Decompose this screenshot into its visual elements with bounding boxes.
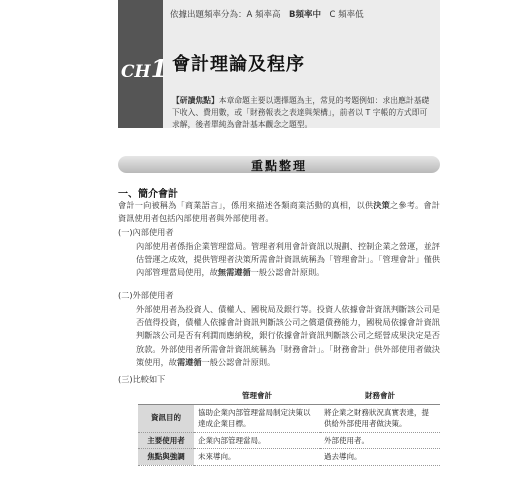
external-text-1: 外部使用者為投資人、債權人、國稅局及銀行等。投資人依據會計資訊判斷該公司是否值得投資，債權人依據會計資訊判斷該公司之償還債務能力，國稅局依據會計資訊判斷該公司是否有利潤而應納稅，銀行依據會計資訊判斷該公司之經營成果決定是否放款。外部使用者所需會計資訊統稱為「財務會計」。「財務會計」供外部使用者做決策使用，故 [136, 304, 440, 367]
subheading-internal: (一)內部使用者 [118, 227, 174, 237]
external-emphasis: 需遵循 [176, 356, 202, 367]
external-users-paragraph [136, 303, 440, 369]
section-banner-label: 重點整理 [250, 159, 307, 173]
table-row-header: 資訊目的 [138, 404, 194, 432]
frequency-part-c: C 頻率低 [321, 10, 364, 20]
chapter-prefix: CH [121, 62, 151, 82]
reading-focus-text: 本章命題主要以選擇題為主，常見的考題例如：求出應計基礎下收入、費用數，或「財務報表之表達與架構」，前者以 T 字帳的方式即可求解，後者單純為會計基本觀念之題型。 [172, 96, 430, 129]
table-header-cell: 管理會計 [194, 388, 320, 404]
intro-text-2: 之參考。會計資訊使用者包括內部使用者與外部使用者。 [118, 200, 440, 224]
table-row-header: 焦點與強調 [138, 449, 194, 466]
table-header-cell: 財務會計 [320, 388, 440, 404]
table-cell: 將企業之財務狀況真實表達，提供給外部使用者做決策。 [320, 404, 440, 432]
internal-users-paragraph [136, 240, 440, 280]
subheading-external: (二)外部使用者 [118, 290, 174, 300]
intro-paragraph [118, 199, 440, 225]
internal-text-1: 內部使用者係指企業管理當局。管理者利用會計資訊以規劃、控制企業之營運，並評估營運之成效，提供管理者決策所需會計資訊統稱為「管理會計」。「管理會計」僅供內部管理當局使用，故 [136, 241, 440, 278]
chapter-label [121, 54, 168, 83]
table-header-row [138, 388, 440, 404]
table-row-header: 主要使用者 [138, 432, 194, 449]
frequency-part-a: 依據出題頻率分為：A 頻率高 [170, 10, 290, 20]
table-row [138, 432, 440, 449]
external-text-2: 一般公認會計原則。 [201, 356, 276, 367]
internal-emphasis: 無需遵循 [217, 267, 251, 278]
internal-text-2: 一般公認會計原則。 [250, 267, 325, 278]
section-banner [118, 156, 440, 173]
reading-focus [172, 95, 434, 131]
frequency-part-b: B頻率中 [289, 10, 322, 20]
intro-text-1: 會計一向被稱為「商業語言」，係用來描述各類商業活動的真相，以供 [118, 200, 374, 210]
comparison-table [138, 388, 440, 466]
table-cell: 企業內部管理當局。 [194, 432, 320, 449]
chapter-title: 會計理論及程序 [172, 54, 305, 75]
table-cell: 過去導向。 [320, 449, 440, 466]
table-row [138, 449, 440, 466]
chapter-number: 1 [150, 54, 168, 83]
table-cell: 外部使用者。 [320, 432, 440, 449]
table-cell: 協助企業內部管理當局制定決策以達成企業目標。 [194, 404, 320, 432]
subheading-comparison: (三)比較如下 [118, 374, 166, 384]
intro-emphasis: 決策 [373, 200, 390, 210]
table-row [138, 404, 440, 432]
table-header-cell [138, 388, 194, 404]
table-cell: 未來導向。 [194, 449, 320, 466]
reading-focus-tag: 【研讀焦點】 [172, 96, 219, 105]
section-heading: 一、簡介會計 [118, 189, 178, 200]
frequency-legend [170, 8, 364, 20]
